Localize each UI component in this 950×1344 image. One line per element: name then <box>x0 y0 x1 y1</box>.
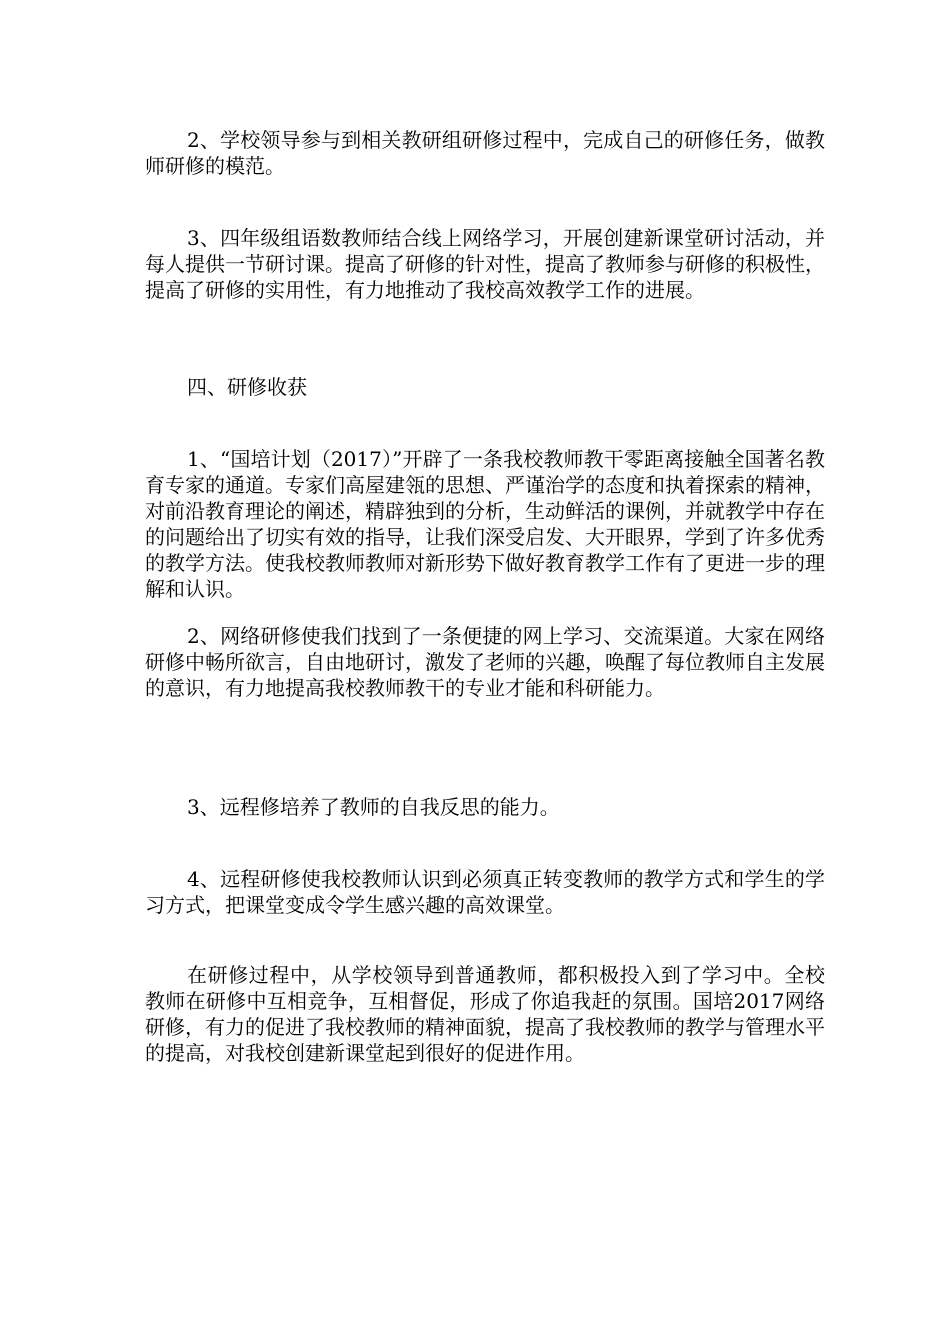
paragraph-conclusion: 在研修过程中，从学校领导到普通教师，都积极投入到了学习中。全校教师在研修中互相竞争，互相督促，形成了你追我赶的氛围。国培2017网络研修，有力的促进了我校教师的精神面貌，提高了我校教师的教学与管理水平的提高，对我校创建新课堂起到很好的促进作用。 <box>145 963 825 1065</box>
paragraph-grade-four-research: 3、四年级组语数教师结合线上网络学习，开展创建新课堂研讨活动，并每人提供一节研讨课。提高了研修的针对性，提高了教师参与研修的积极性，提高了研修的实用性，有力地推动了我校高效教学工作的进展。 <box>145 226 825 302</box>
section-heading-research-gains: 四、研修收获 <box>187 375 307 399</box>
paragraph-self-reflection: 3、远程修培养了教师的自我反思的能力。 <box>187 795 560 819</box>
paragraph-leaders-participation: 2、学校领导参与到相关教研组研修过程中，完成自己的研修任务，做教师研修的模范。 <box>145 128 825 178</box>
paragraph-national-training-plan: 1、“国培计划（2017）”开辟了一条我校教师教干零距离接触全国著名教育专家的通道。专家们高屋建瓴的思想、严谨治学的态度和执着探索的精神，对前沿教育理论的阐述，精辟独到的分析，生动鲜活的课例，并就教学中存在的问题给出了切实有效的指导，让我们深受启发、大开眼界，学到了许多优秀的教学方法。使我校教师教师对新形势下做好教育教学工作有了更进一步的理解和认识。 <box>145 447 825 601</box>
paragraph-online-research: 2、网络研修使我们找到了一条便捷的网上学习、交流渠道。大家在网络研修中畅所欲言，自由地研讨，激发了老师的兴趣，唤醒了每位教师自主发展的意识，有力地提高我校教师教干的专业才能和科研能力。 <box>145 624 825 700</box>
paragraph-teaching-transformation: 4、远程研修使我校教师认识到必须真正转变教师的教学方式和学生的学习方式，把课堂变成令学生感兴趣的高效课堂。 <box>145 867 825 917</box>
